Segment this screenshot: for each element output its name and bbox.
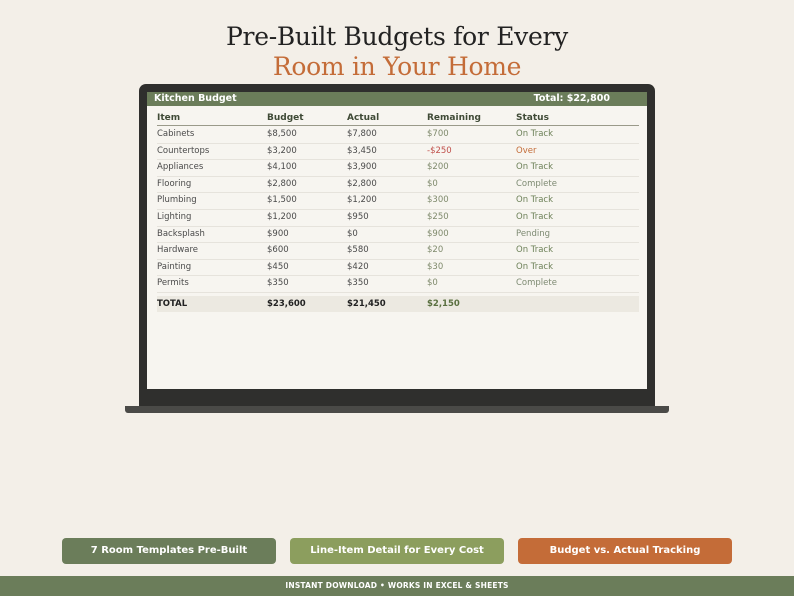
cell-remaining: $900 xyxy=(427,228,449,239)
footer-banner: INSTANT DOWNLOAD • WORKS IN EXCEL & SHEETS xyxy=(0,576,794,596)
cell-item: Countertops xyxy=(157,145,210,156)
cell-actual: $2,800 xyxy=(347,178,377,189)
cell-status: Complete xyxy=(516,278,557,289)
total-remaining: $2,150 xyxy=(427,299,460,309)
cell-status: On Track xyxy=(516,162,554,173)
cell-remaining: -$250 xyxy=(427,145,452,156)
cell-status: Pending xyxy=(516,228,550,239)
cell-budget: $2,800 xyxy=(267,178,297,189)
cell-budget: $4,100 xyxy=(267,162,297,173)
total-label: TOTAL xyxy=(157,299,188,309)
cell-item: Cabinets xyxy=(157,129,195,139)
cell-status: On Track xyxy=(516,129,554,139)
cell-remaining: $700 xyxy=(427,129,449,139)
cell-actual: $1,200 xyxy=(347,195,377,206)
sheet-title: Kitchen Budget xyxy=(154,93,237,104)
cell-status: On Track xyxy=(516,212,554,222)
cell-budget: $450 xyxy=(267,261,289,272)
table-row[interactable] xyxy=(157,242,639,260)
column-header-item: Item xyxy=(157,113,181,123)
cell-status: On Track xyxy=(516,245,554,256)
cell-status: On Track xyxy=(516,261,554,272)
table-row[interactable] xyxy=(157,275,639,293)
cell-actual: $420 xyxy=(347,261,369,272)
cell-status: On Track xyxy=(516,195,554,206)
cell-budget: $350 xyxy=(267,278,289,289)
cell-remaining: $200 xyxy=(427,162,449,173)
spreadsheet-screen xyxy=(147,92,647,389)
feature-budget-tracking: Budget vs. Actual Tracking xyxy=(518,538,732,564)
cell-budget: $1,200 xyxy=(267,212,297,222)
total-budget: $23,600 xyxy=(267,299,306,309)
cell-budget: $600 xyxy=(267,245,289,256)
total-row xyxy=(157,296,639,312)
headline-line-1: Pre-Built Budgets for Every xyxy=(226,22,568,51)
table-row[interactable] xyxy=(157,209,639,227)
table-row[interactable] xyxy=(157,159,639,177)
column-header-status: Status xyxy=(516,113,549,123)
column-header-actual: Actual xyxy=(347,113,380,123)
sheet-header xyxy=(147,92,647,106)
cell-remaining: $0 xyxy=(427,178,438,189)
cell-budget: $3,200 xyxy=(267,145,297,156)
cell-budget: $900 xyxy=(267,228,289,239)
table-row[interactable] xyxy=(157,192,639,210)
cell-actual: $7,800 xyxy=(347,129,377,139)
cell-item: Permits xyxy=(157,278,189,289)
total-actual: $21,450 xyxy=(347,299,386,309)
cell-budget: $1,500 xyxy=(267,195,297,206)
cell-remaining: $20 xyxy=(427,245,444,256)
cell-item: Painting xyxy=(157,261,192,272)
table-row[interactable] xyxy=(157,259,639,277)
cell-status: Complete xyxy=(516,178,557,189)
cell-remaining: $0 xyxy=(427,278,438,289)
cell-item: Backsplash xyxy=(157,228,205,239)
feature-room-templates: 7 Room Templates Pre-Built xyxy=(62,538,276,564)
laptop-base xyxy=(125,406,669,413)
cell-actual: $350 xyxy=(347,278,369,289)
table-row[interactable] xyxy=(157,126,639,144)
cell-remaining: $250 xyxy=(427,212,449,222)
cell-item: Hardware xyxy=(157,245,199,256)
column-header-budget: Budget xyxy=(267,113,304,123)
cell-remaining: $300 xyxy=(427,195,449,206)
headline-line-2: Room in Your Home xyxy=(272,52,522,81)
cell-actual: $580 xyxy=(347,245,369,256)
cell-item: Lighting xyxy=(157,212,192,222)
table-row[interactable] xyxy=(157,176,639,194)
cell-actual: $3,900 xyxy=(347,162,377,173)
cell-actual: $950 xyxy=(347,212,369,222)
column-header-remaining: Remaining xyxy=(427,113,481,123)
cell-actual: $0 xyxy=(347,228,358,239)
cell-actual: $3,450 xyxy=(347,145,377,156)
cell-item: Flooring xyxy=(157,178,192,189)
cell-item: Plumbing xyxy=(157,195,197,206)
cell-status: Over xyxy=(516,145,537,156)
cell-budget: $8,500 xyxy=(267,129,297,139)
cell-remaining: $30 xyxy=(427,261,444,272)
table-row[interactable] xyxy=(157,226,639,244)
table-header-row xyxy=(157,110,639,126)
feature-line-item-detail: Line-Item Detail for Every Cost xyxy=(290,538,504,564)
cell-item: Appliances xyxy=(157,162,204,173)
sheet-total: Total: $22,800 xyxy=(533,93,610,104)
table-row[interactable] xyxy=(157,143,639,161)
